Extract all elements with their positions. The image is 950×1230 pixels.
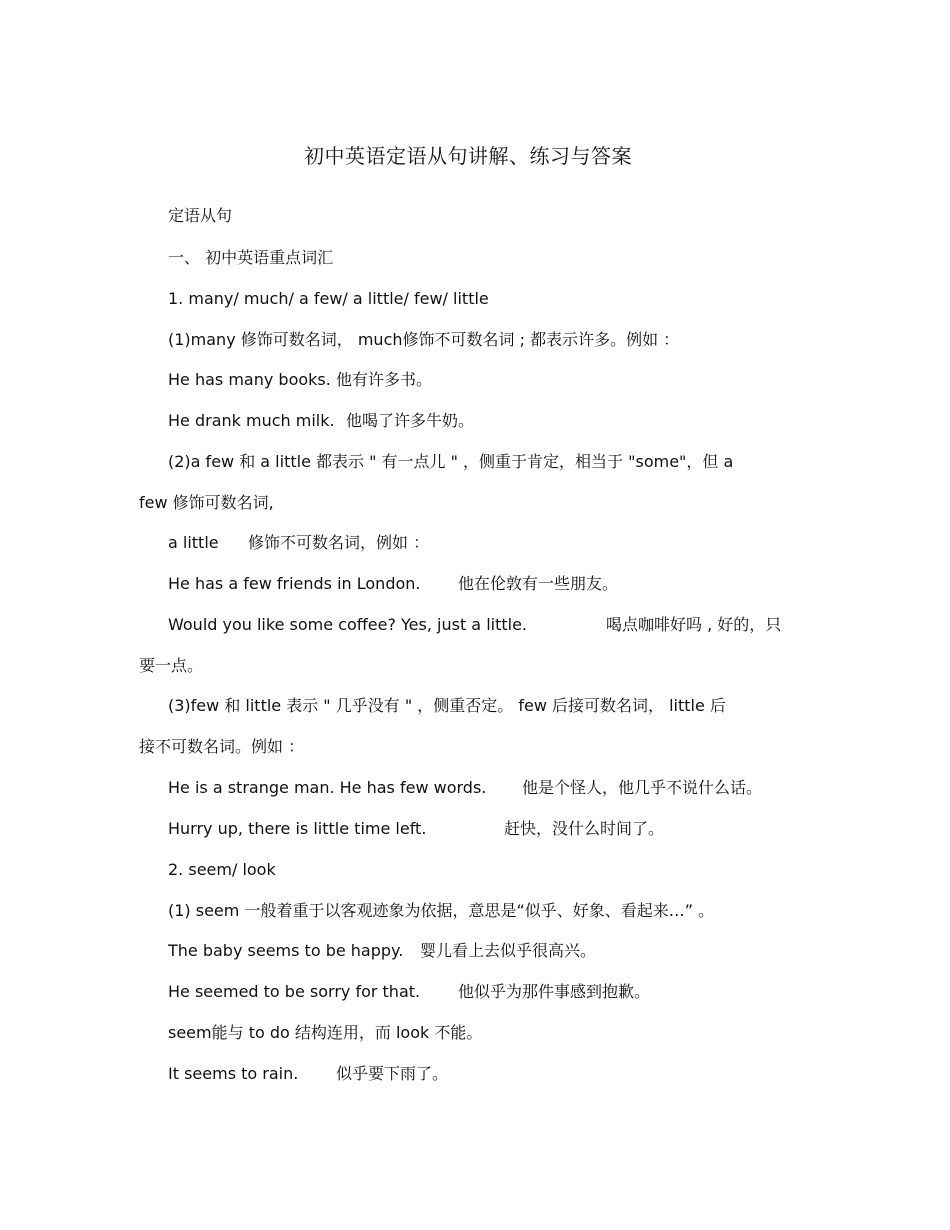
- paragraph-a-little-term: a little: [168, 533, 219, 552]
- section-label: 定语从句: [168, 206, 233, 225]
- example-4-english: Would you like some coffee? Yes, just a little.: [168, 615, 527, 634]
- example-2-chinese: 他喝了许多牛奶。: [346, 411, 475, 430]
- example-5-english: He is a strange man. He has few words.: [168, 778, 487, 797]
- example-8-english: He seemed to be sorry for that.: [168, 982, 421, 1001]
- example-1-chinese: 他有许多书。: [336, 370, 433, 389]
- example-4-chinese: 喝点咖啡好吗 , 好的，只: [606, 615, 782, 634]
- paragraph-seem-to-do: seem能与 to do 结构连用，而 look 不能。: [168, 1023, 483, 1042]
- paragraph-many-much: (1)many 修饰可数名词， much修饰不可数名词 ; 都表示许多。例如 ：: [168, 330, 680, 349]
- paragraph-seem: (1) seem 一般着重于以客观迹象为依据，意思是“似乎、好象、看起来…” 。: [168, 901, 715, 920]
- example-4-continued: 要一点。: [139, 656, 204, 675]
- page-title: 初中英语定语从句讲解、练习与答案: [304, 144, 632, 168]
- example-7-chinese: 婴儿看上去似乎很高兴。: [420, 941, 597, 960]
- paragraph-a-few-line-1: (2)a few 和 a little 都表示 " 有一点儿 " ，侧重于肯定，相当于 "some"，但 a: [168, 452, 734, 471]
- example-8-chinese: 他似乎为那件事感到抱歉。: [458, 982, 651, 1001]
- example-5-chinese: 他是个怪人，他几乎不说什么话。: [522, 778, 763, 797]
- example-6-english: Hurry up, there is little time left.: [168, 819, 427, 838]
- example-3-english: He has a few friends in London.: [168, 574, 421, 593]
- paragraph-a-little-desc: 修饰不可数名词，例如 ：: [248, 533, 430, 552]
- vocab-item-2: 2. seem/ look: [168, 860, 276, 879]
- paragraph-a-few-line-2: few 修饰可数名词,: [139, 493, 274, 512]
- example-2-english: He drank much milk.: [168, 411, 335, 430]
- example-9-chinese: 似乎要下雨了。: [336, 1064, 449, 1083]
- example-9-english: It seems to rain.: [168, 1064, 299, 1083]
- paragraph-few-little-line-1: (3)few 和 little 表示 " 几乎没有 " ，侧重否定。 few 后接可数名词， little 后: [168, 696, 726, 715]
- heading-1: 一、 初中英语重点词汇: [168, 248, 334, 267]
- example-1-english: He has many books.: [168, 370, 331, 389]
- example-3-chinese: 他在伦敦有一些朋友。: [458, 574, 619, 593]
- example-7-english: The baby seems to be happy.: [168, 941, 404, 960]
- vocab-item-1: 1. many/ much/ a few/ a little/ few/ little: [168, 289, 489, 308]
- example-6-chinese: 赶快，没什么时间了。: [504, 819, 665, 838]
- paragraph-few-little-line-2: 接不可数名词。例如 ：: [139, 737, 305, 756]
